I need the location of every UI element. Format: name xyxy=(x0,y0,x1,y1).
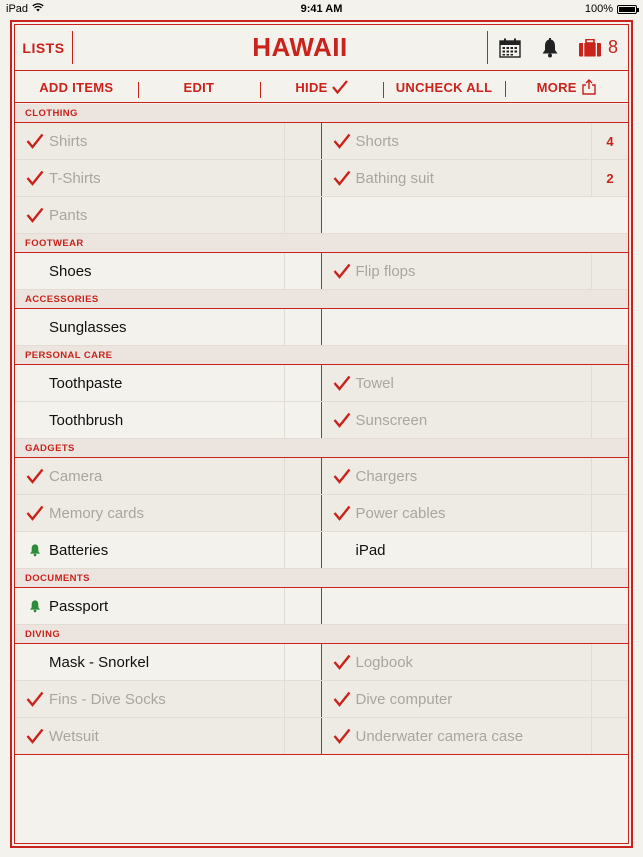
list-item-body xyxy=(15,365,284,401)
list-item-label: Mask - Snorkel xyxy=(49,653,150,671)
list-item[interactable] xyxy=(322,458,629,494)
checkmark-icon[interactable] xyxy=(21,170,49,186)
checkmark-icon[interactable] xyxy=(21,691,49,707)
list-item[interactable] xyxy=(15,588,322,624)
reminder-bell-icon[interactable] xyxy=(21,543,49,557)
list-item-label: Sunscreen xyxy=(355,411,428,429)
list-item-label: Flip flops xyxy=(355,262,416,280)
list-item-body xyxy=(322,402,592,438)
empty-cell xyxy=(322,309,629,345)
status-left xyxy=(6,3,44,15)
list-row xyxy=(15,197,628,234)
list-item-body xyxy=(15,681,284,717)
section-header: GADGETS xyxy=(15,439,628,458)
list-item-label: Toothpaste xyxy=(49,374,123,392)
battery-icon xyxy=(617,5,637,14)
checkmark-icon[interactable] xyxy=(21,207,49,223)
add-items-button[interactable] xyxy=(15,80,138,95)
list-item-label: T-Shirts xyxy=(49,169,101,187)
list-item[interactable] xyxy=(322,681,629,717)
quantity-badge[interactable] xyxy=(284,532,321,568)
list-item-body xyxy=(322,495,592,531)
list-item-body xyxy=(322,365,592,401)
section-header: CLOTHING xyxy=(15,104,628,123)
list-row xyxy=(15,365,628,402)
list-item-body xyxy=(15,588,284,624)
app-content xyxy=(14,24,629,844)
list-row xyxy=(15,681,628,718)
quantity-badge[interactable] xyxy=(284,402,321,438)
list-item-body xyxy=(322,644,592,680)
list-item-body xyxy=(15,458,284,494)
quantity-badge[interactable] xyxy=(591,365,628,401)
checkmark-icon[interactable] xyxy=(328,412,356,428)
list-item[interactable] xyxy=(15,197,322,233)
quantity-badge[interactable] xyxy=(284,197,321,233)
list-item-label: Pants xyxy=(49,206,88,224)
header-icons xyxy=(487,31,628,64)
list-item-body xyxy=(15,253,284,289)
quantity-badge[interactable] xyxy=(591,402,628,438)
edit-label: EDIT xyxy=(183,79,215,95)
checkmark-icon[interactable] xyxy=(328,170,356,186)
checkmark-icon[interactable] xyxy=(21,468,49,484)
quantity-badge[interactable] xyxy=(284,644,321,680)
list-item[interactable] xyxy=(15,495,322,531)
list-item-body xyxy=(322,123,592,159)
list-item-body xyxy=(15,402,284,438)
list-item[interactable] xyxy=(322,718,629,754)
section-header: DOCUMENTS xyxy=(15,569,628,588)
list-item[interactable] xyxy=(15,123,322,159)
quantity-badge[interactable] xyxy=(284,718,321,754)
checkmark-icon[interactable] xyxy=(328,375,356,391)
list-row xyxy=(15,495,628,532)
list-row xyxy=(15,588,628,625)
list-item-label: Fins - Dive Socks xyxy=(49,690,166,708)
list-row xyxy=(15,402,628,439)
checkmark-icon[interactable] xyxy=(21,728,49,744)
list-row xyxy=(15,253,628,290)
list-item-label: Memory cards xyxy=(49,504,145,522)
wifi-icon xyxy=(32,3,44,15)
list-item-body xyxy=(322,160,592,196)
section-header: ACCESSORIES xyxy=(15,290,628,309)
edit-button[interactable] xyxy=(138,80,261,95)
section-header: DIVING xyxy=(15,625,628,644)
list-item[interactable] xyxy=(322,495,629,531)
list-item-label: Wetsuit xyxy=(49,727,99,745)
list-item-label: Shirts xyxy=(49,132,88,150)
checkmark-icon[interactable] xyxy=(328,691,356,707)
checkmark-icon[interactable] xyxy=(21,133,49,149)
reminder-bell-icon[interactable] xyxy=(21,599,49,613)
list-item[interactable] xyxy=(15,160,322,196)
uncheck-all-button[interactable] xyxy=(383,80,506,95)
status-right xyxy=(585,3,637,15)
uncheck-all-label: UNCHECK ALL xyxy=(395,79,493,95)
quantity-badge[interactable] xyxy=(284,495,321,531)
list-item-body xyxy=(15,309,284,345)
list-item-body xyxy=(15,532,284,568)
checkmark-icon[interactable] xyxy=(21,505,49,521)
list-item[interactable] xyxy=(322,160,629,196)
quantity-badge[interactable] xyxy=(591,681,628,717)
quantity-badge[interactable] xyxy=(284,458,321,494)
list-item-body xyxy=(322,681,592,717)
list-item-label: Towel xyxy=(355,374,394,392)
toolbar xyxy=(15,72,628,103)
list-item-label: Toothbrush xyxy=(49,411,124,429)
checkmark-icon[interactable] xyxy=(328,263,356,279)
list-item[interactable] xyxy=(322,532,629,568)
list-item-label: Power cables xyxy=(355,504,446,522)
quantity-badge[interactable] xyxy=(284,123,321,159)
suitcase-icon[interactable] xyxy=(578,36,602,60)
list-item[interactable] xyxy=(322,253,629,289)
list-item-body xyxy=(322,718,592,754)
list-row xyxy=(15,644,628,681)
list-item[interactable] xyxy=(15,253,322,289)
list-row xyxy=(15,532,628,569)
checkmark-icon[interactable] xyxy=(328,728,356,744)
quantity-badge[interactable] xyxy=(284,309,321,345)
device-name: iPad xyxy=(6,3,29,15)
page-title: HAWAII xyxy=(252,32,348,62)
list-item-label: Underwater camera case xyxy=(355,727,524,745)
quantity-badge[interactable] xyxy=(591,718,628,754)
status-bar xyxy=(0,0,643,18)
list-row xyxy=(15,458,628,495)
battery-percent: 100% xyxy=(584,3,613,15)
list-item-label: Shoes xyxy=(49,262,92,280)
list-item[interactable] xyxy=(15,718,322,754)
list-item-body xyxy=(15,123,284,159)
empty-cell xyxy=(322,588,629,624)
more-label: MORE xyxy=(536,79,577,95)
packing-list xyxy=(15,104,628,755)
list-item[interactable] xyxy=(15,532,322,568)
list-item-body xyxy=(15,644,284,680)
checkmark-icon[interactable] xyxy=(328,505,356,521)
lists-button[interactable]: LISTS xyxy=(15,31,73,64)
list-item[interactable] xyxy=(15,402,322,438)
list-item-body xyxy=(15,718,284,754)
list-item[interactable] xyxy=(322,644,629,680)
list-item-label: Chargers xyxy=(355,467,418,485)
list-item-body xyxy=(322,458,592,494)
checkmark-icon[interactable] xyxy=(328,654,356,670)
quantity-badge[interactable] xyxy=(591,495,628,531)
quantity-badge[interactable] xyxy=(591,644,628,680)
list-item[interactable] xyxy=(15,458,322,494)
list-item-label: Batteries xyxy=(49,541,109,559)
quantity-badge[interactable] xyxy=(591,532,628,568)
list-item-label: Dive computer xyxy=(355,690,453,708)
add-items-label: ADD ITEMS xyxy=(39,79,114,95)
empty-cell xyxy=(322,197,629,233)
list-item-body xyxy=(322,253,592,289)
list-item[interactable] xyxy=(15,309,322,345)
share-icon xyxy=(581,79,597,95)
list-item-label: Logbook xyxy=(355,653,414,671)
quantity-badge[interactable] xyxy=(284,681,321,717)
list-item-label: Sunglasses xyxy=(49,318,127,336)
list-item-label: Camera xyxy=(49,467,103,485)
section-header: FOOTWEAR xyxy=(15,234,628,253)
calendar-icon[interactable] xyxy=(498,36,522,60)
list-item-label: iPad xyxy=(355,541,386,559)
list-item-label: Passport xyxy=(49,597,109,615)
list-row xyxy=(15,123,628,160)
list-item[interactable] xyxy=(15,644,322,680)
checkmark-icon xyxy=(332,80,348,94)
app-frame xyxy=(10,20,633,848)
hide-label: HIDE xyxy=(295,79,328,95)
checkmark-icon[interactable] xyxy=(328,133,356,149)
list-item[interactable] xyxy=(322,123,629,159)
quantity-badge[interactable]: 4 xyxy=(591,123,628,159)
list-item-label: Bathing suit xyxy=(355,169,434,187)
list-item[interactable] xyxy=(322,402,629,438)
list-row xyxy=(15,718,628,755)
quantity-badge[interactable]: 2 xyxy=(591,160,628,196)
list-item-body xyxy=(322,532,592,568)
list-item[interactable] xyxy=(322,365,629,401)
section-header: PERSONAL CARE xyxy=(15,346,628,365)
quantity-badge[interactable] xyxy=(284,160,321,196)
list-item[interactable] xyxy=(15,681,322,717)
packed-count: 8 xyxy=(607,37,618,57)
quantity-badge[interactable] xyxy=(591,253,628,289)
quantity-badge[interactable] xyxy=(284,365,321,401)
list-row xyxy=(15,160,628,197)
list-row xyxy=(15,309,628,346)
list-item[interactable] xyxy=(15,365,322,401)
list-item-body xyxy=(15,495,284,531)
status-time: 9:41 AM xyxy=(300,3,343,15)
list-item-body xyxy=(15,197,284,233)
quantity-badge[interactable] xyxy=(591,458,628,494)
checkmark-icon[interactable] xyxy=(328,468,356,484)
more-button[interactable] xyxy=(505,79,628,95)
quantity-badge[interactable] xyxy=(284,588,321,624)
list-item-body xyxy=(15,160,284,196)
hide-button[interactable] xyxy=(260,80,383,95)
list-item-label: Shorts xyxy=(355,132,399,150)
header-bar xyxy=(15,25,628,71)
bell-icon[interactable] xyxy=(538,36,562,60)
quantity-badge[interactable] xyxy=(284,253,321,289)
